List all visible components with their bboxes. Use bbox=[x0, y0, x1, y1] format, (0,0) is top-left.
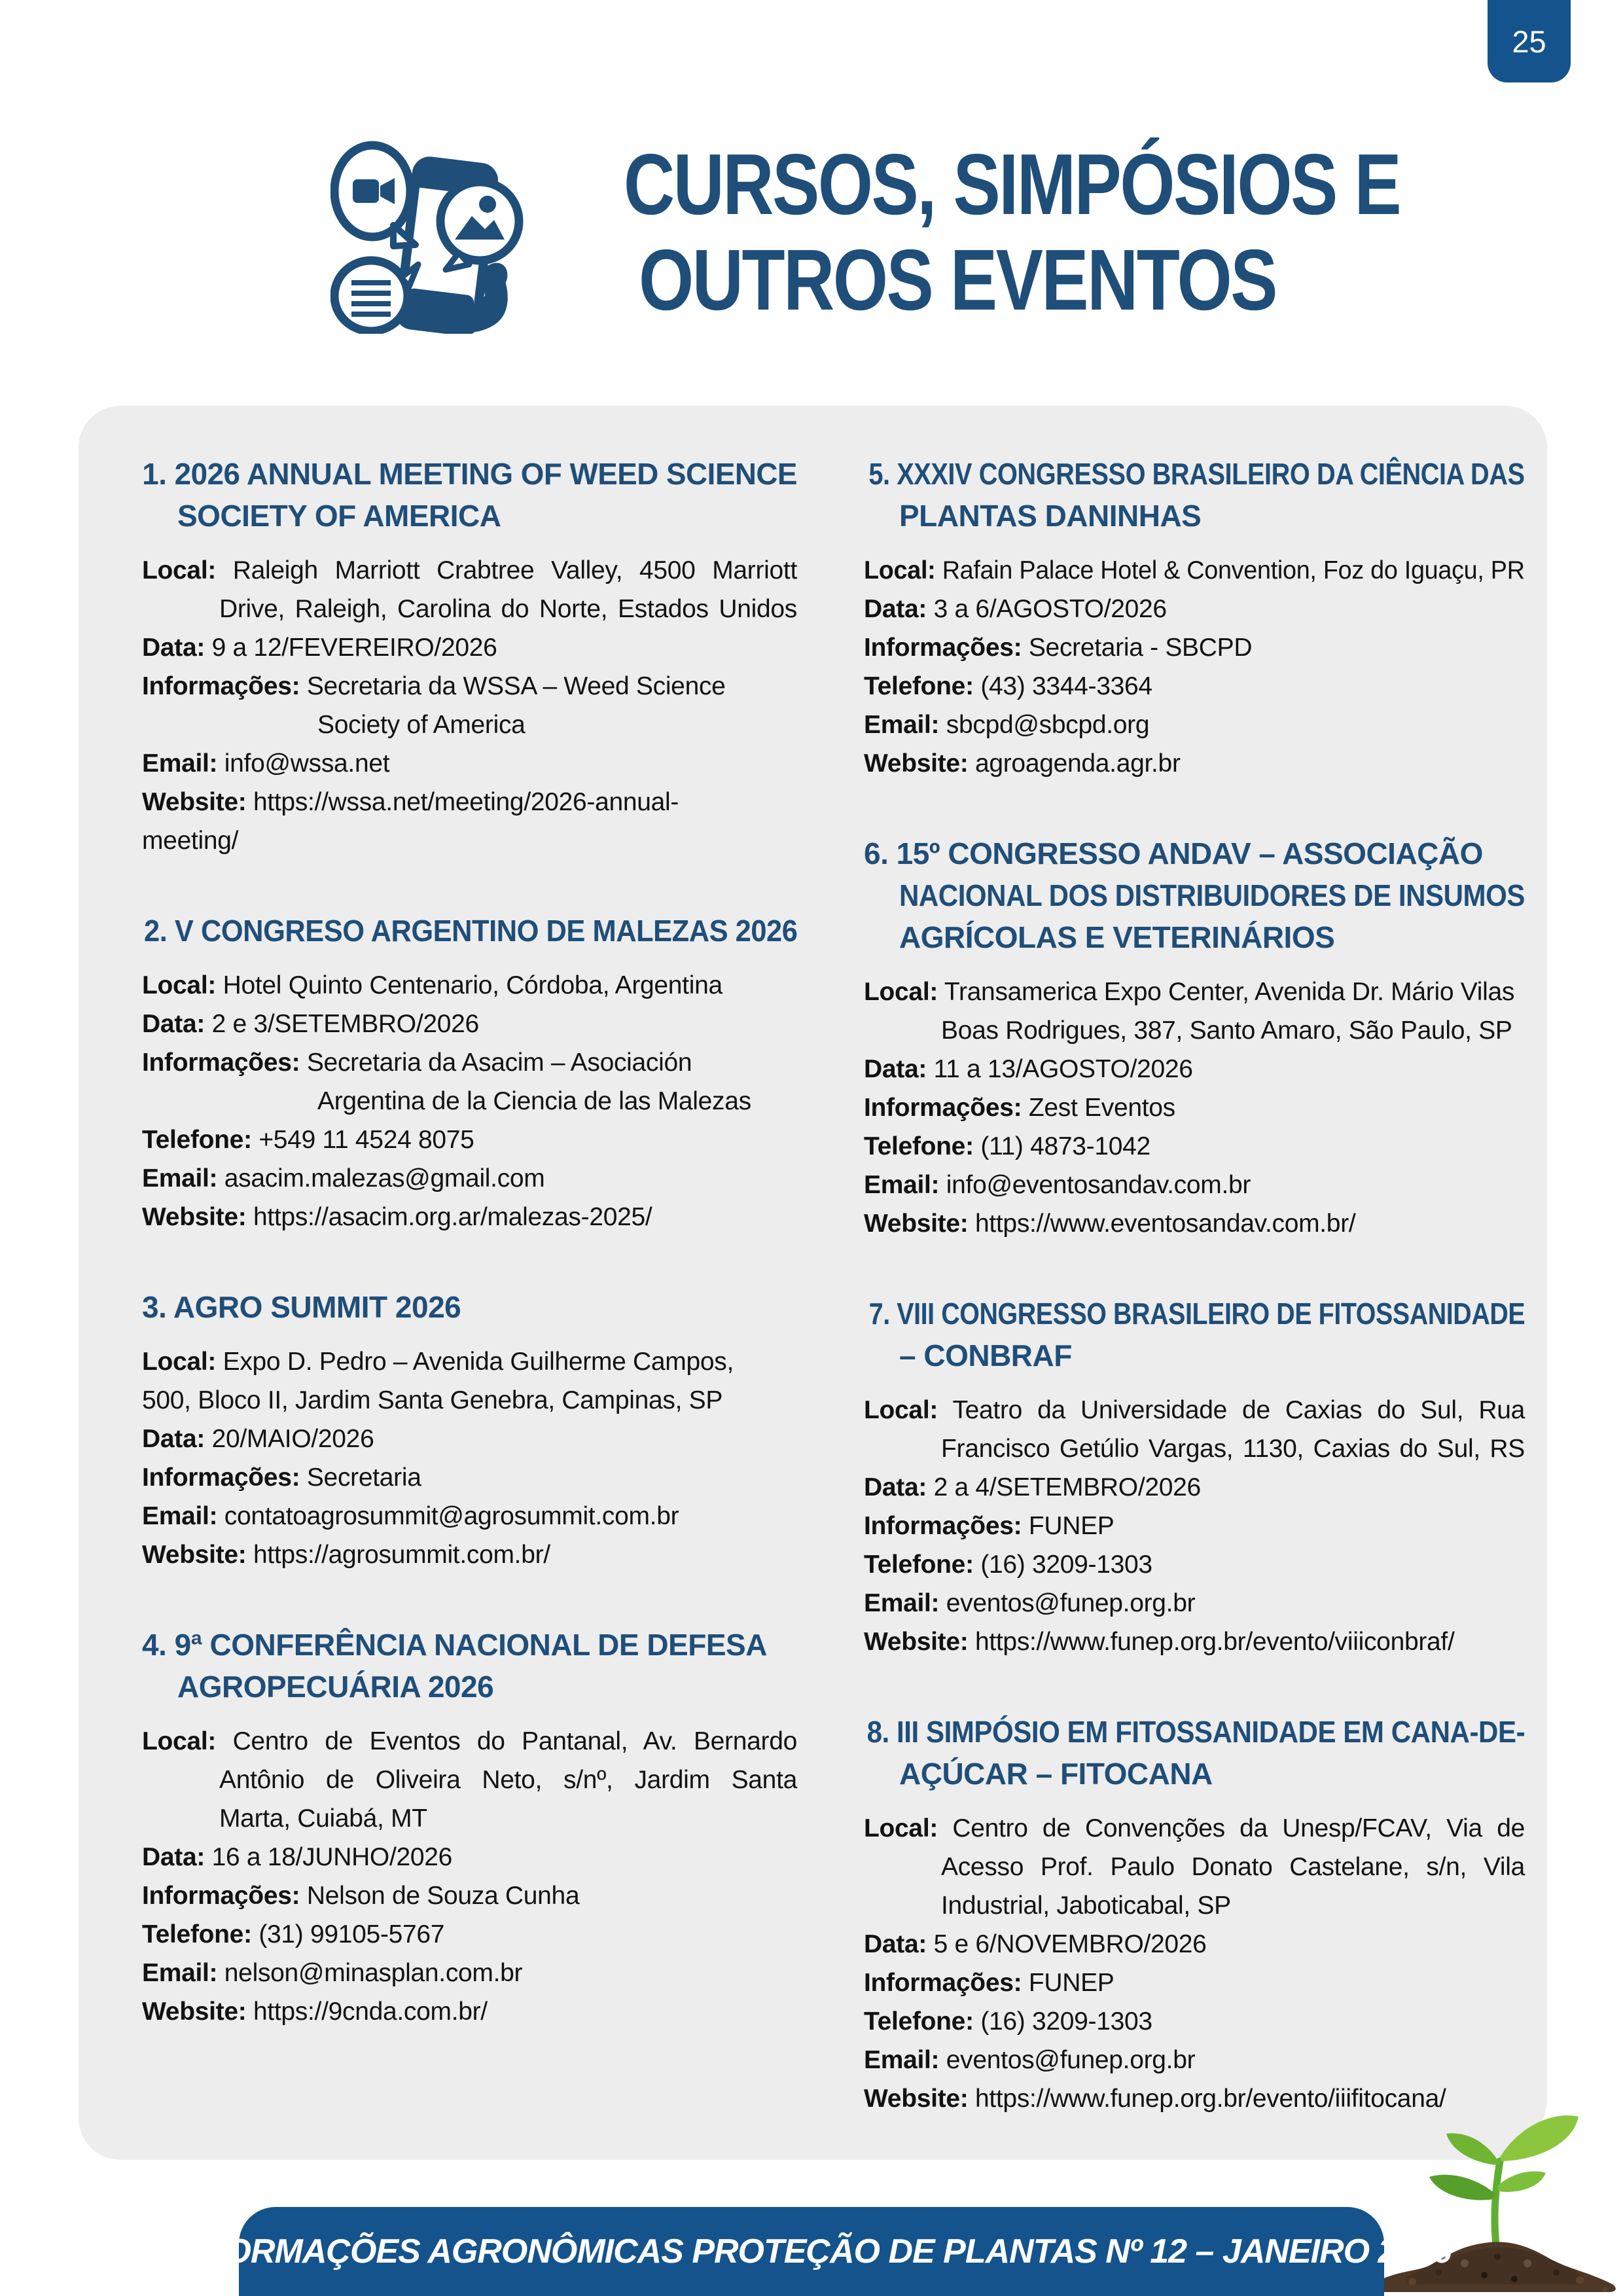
field-value: FUNEP bbox=[1028, 1512, 1115, 1540]
field-label: Website: bbox=[864, 749, 969, 778]
field-line bbox=[864, 2041, 1525, 2079]
field-value: (43) 3344-3364 bbox=[980, 672, 1152, 700]
field-label: Website: bbox=[142, 788, 247, 816]
field-line bbox=[941, 1429, 1525, 1468]
event-title-line: 3. AGRO SUMMIT 2026 bbox=[142, 1290, 461, 1324]
field-line bbox=[142, 1535, 797, 1574]
field-line bbox=[142, 821, 797, 860]
field-value: info@wssa.net bbox=[224, 749, 390, 778]
field-label: Email: bbox=[864, 1171, 940, 1199]
field-label: Email: bbox=[142, 749, 218, 778]
field-value: https://agrosummit.com.br/ bbox=[253, 1541, 550, 1569]
events-column-left bbox=[142, 453, 797, 2081]
field-label: Website: bbox=[864, 2085, 969, 2113]
field-value: asacim.malezas@gmail.com bbox=[224, 1164, 545, 1193]
field-line bbox=[864, 1809, 1525, 1848]
field-label: Email: bbox=[142, 1164, 218, 1193]
field-line bbox=[142, 1420, 797, 1458]
field-value: Centro de Eventos do Pantanal, Av. Bernardo bbox=[232, 1727, 797, 1755]
event-title bbox=[864, 1293, 1525, 1376]
field-line bbox=[864, 1623, 1525, 1661]
field-value: 2 e 3/SETEMBRO/2026 bbox=[211, 1010, 479, 1038]
field-value: 2 a 4/SETEMBRO/2026 bbox=[933, 1473, 1201, 1501]
field-label: Local: bbox=[142, 556, 217, 584]
event-title-line: SOCIETY OF AMERICA bbox=[177, 499, 501, 533]
field-label: Informações: bbox=[864, 1094, 1022, 1122]
event-title bbox=[142, 1624, 797, 1708]
field-line bbox=[864, 1545, 1525, 1584]
field-line bbox=[142, 1876, 797, 1915]
field-line bbox=[142, 1043, 797, 1082]
field-label: Email: bbox=[864, 1589, 940, 1617]
field-value: nelson@minasplan.com.br bbox=[224, 1959, 523, 1987]
field-label: Informações: bbox=[864, 1512, 1022, 1540]
event-title bbox=[142, 453, 797, 537]
field-value: Centro de Convenções da Unesp/FCAV, Via de bbox=[952, 1814, 1525, 1842]
event-entry bbox=[142, 1286, 797, 1574]
event-entry bbox=[142, 910, 797, 1236]
field-label: Local: bbox=[864, 1396, 938, 1424]
field-line bbox=[219, 1761, 797, 1799]
field-value: https://www.funep.org.br/evento/viiiconbraf/ bbox=[974, 1628, 1455, 1656]
field-label: Local: bbox=[864, 978, 938, 1006]
field-line bbox=[142, 1159, 797, 1198]
field-value: Secretaria da WSSA – Weed Science bbox=[306, 672, 726, 700]
field-label: Telefone: bbox=[142, 1920, 252, 1948]
field-value: Acesso Prof. Paulo Donato Castelane, s/n, Vila bbox=[941, 1853, 1525, 1881]
field-line bbox=[142, 1497, 797, 1535]
field-value: sbcpd@sbcpd.org bbox=[946, 711, 1150, 739]
field-line bbox=[864, 1050, 1525, 1088]
field-label: Informações: bbox=[864, 1969, 1022, 1997]
field-value: 5 e 6/NOVEMBRO/2026 bbox=[933, 1930, 1207, 1958]
field-value: meeting/ bbox=[142, 827, 239, 855]
event-title bbox=[142, 1286, 797, 1328]
field-label: Informações: bbox=[142, 1882, 300, 1910]
field-label: Email: bbox=[864, 711, 940, 739]
field-line bbox=[864, 706, 1525, 744]
field-value: (16) 3209-1303 bbox=[980, 1551, 1152, 1579]
field-line bbox=[142, 1838, 797, 1876]
field-value: Boas Rodrigues, 387, Santo Amaro, São Paulo, SP bbox=[941, 1016, 1512, 1045]
event-entry bbox=[864, 453, 1525, 783]
field-line bbox=[142, 1954, 797, 1992]
field-label: Website: bbox=[142, 1998, 247, 2026]
field-label: Email: bbox=[864, 2046, 940, 2074]
field-line bbox=[864, 590, 1525, 628]
field-label: Website: bbox=[142, 1541, 247, 1569]
field-label: Data: bbox=[864, 1930, 927, 1958]
field-label: Website: bbox=[864, 1210, 969, 1238]
field-value: 20/MAIO/2026 bbox=[211, 1425, 374, 1453]
event-entry bbox=[142, 1624, 797, 2031]
field-line bbox=[142, 628, 797, 667]
page-number-badge bbox=[1488, 0, 1571, 82]
field-line bbox=[864, 1088, 1525, 1127]
field-line bbox=[864, 1507, 1525, 1545]
events-panel bbox=[79, 406, 1547, 2160]
field-label: Informações: bbox=[142, 672, 300, 700]
field-label: Informações: bbox=[864, 634, 1022, 662]
field-label: Data: bbox=[864, 1473, 927, 1501]
field-line bbox=[941, 1848, 1525, 1886]
field-value: info@eventosandav.com.br bbox=[946, 1171, 1251, 1199]
field-line bbox=[864, 1391, 1525, 1429]
field-value: 500, Bloco II, Jardim Santa Genebra, Campinas, SP bbox=[142, 1386, 723, 1414]
field-line bbox=[142, 966, 797, 1005]
field-value: eventos@funep.org.br bbox=[946, 2046, 1196, 2074]
field-value: Industrial, Jaboticabal, SP bbox=[941, 1892, 1231, 1920]
field-value: https://asacim.org.ar/malezas-2025/ bbox=[253, 1203, 652, 1231]
field-line bbox=[142, 551, 797, 590]
field-label: Data: bbox=[864, 595, 927, 623]
field-line bbox=[864, 1964, 1525, 2002]
page-title bbox=[623, 136, 1400, 328]
event-title-line: 8. III SIMPÓSIO EM FITOSSANIDADE EM CANA-DE- bbox=[866, 1715, 1525, 1749]
field-label: Informações: bbox=[142, 1049, 300, 1077]
field-value: Drive, Raleigh, Carolina do Norte, Estados Unidos bbox=[219, 595, 797, 623]
page-header bbox=[330, 128, 1400, 337]
field-line bbox=[142, 667, 797, 706]
field-value: (11) 4873-1042 bbox=[980, 1132, 1150, 1160]
field-line bbox=[142, 1005, 797, 1043]
field-label: Telefone: bbox=[864, 1132, 974, 1160]
field-line bbox=[317, 1082, 797, 1121]
event-title-line: PLANTAS DANINHAS bbox=[899, 499, 1202, 533]
event-title-line: 7. VIII CONGRESSO BRASILEIRO DE FITOSSANIDADE bbox=[868, 1297, 1525, 1331]
field-line bbox=[864, 1584, 1525, 1623]
event-entry bbox=[864, 833, 1525, 1243]
field-line bbox=[864, 1204, 1525, 1243]
event-title bbox=[142, 910, 797, 952]
field-line bbox=[142, 783, 797, 821]
field-label: Data: bbox=[142, 1425, 205, 1453]
field-value: (16) 3209-1303 bbox=[980, 2007, 1152, 2036]
field-label: Email: bbox=[142, 1959, 218, 1987]
field-value: Francisco Getúlio Vargas, 1130, Caxias do Sul, RS bbox=[941, 1435, 1525, 1463]
field-value: 3 a 6/AGOSTO/2026 bbox=[933, 595, 1167, 623]
event-title-line: AÇÚCAR – FITOCANA bbox=[899, 1757, 1213, 1791]
field-value: Secretaria da Asacim – Asociación bbox=[306, 1049, 692, 1077]
event-title-line: NACIONAL DOS DISTRIBUIDORES DE INSUMOS bbox=[899, 878, 1525, 912]
field-label: Telefone: bbox=[864, 1551, 974, 1579]
event-title-line: AGRÍCOLAS E VETERINÁRIOS bbox=[899, 920, 1335, 954]
event-title-line: 6. 15º CONGRESSO ANDAV – ASSOCIAÇÃO bbox=[864, 836, 1483, 870]
field-value: Secretaria bbox=[306, 1463, 421, 1492]
event-entry bbox=[142, 453, 797, 860]
event-title-line: AGROPECUÁRIA 2026 bbox=[177, 1670, 494, 1704]
field-line bbox=[864, 1925, 1525, 1964]
event-title-line: 5. XXXIV CONGRESSO BRASILEIRO DA CIÊNCIA DAS bbox=[868, 457, 1525, 491]
footer-text: INFORMAÇÕES AGRONÔMICAS PROTEÇÃO DE PLANTAS Nº 12 – JANEIRO 2026 bbox=[171, 2233, 1452, 2270]
field-label: Website: bbox=[864, 1628, 969, 1656]
field-label: Local: bbox=[142, 1348, 217, 1376]
field-value: https://wssa.net/meeting/2026-annual- bbox=[253, 788, 679, 816]
field-label: Telefone: bbox=[142, 1126, 252, 1154]
field-line bbox=[219, 1799, 797, 1838]
field-line bbox=[219, 590, 797, 628]
field-value: Argentina de la Ciencia de las Malezas bbox=[317, 1087, 751, 1115]
event-title-line: 2. V CONGRESO ARGENTINO DE MALEZAS 2026 bbox=[144, 914, 798, 948]
field-label: Website: bbox=[142, 1203, 247, 1231]
field-label: Local: bbox=[864, 556, 936, 584]
event-title-line: 4. 9ª CONFERÊNCIA NACIONAL DE DEFESA bbox=[142, 1628, 767, 1662]
field-value: Secretaria - SBCPD bbox=[1028, 634, 1253, 662]
field-value: Antônio de Oliveira Neto, s/nº, Jardim Santa bbox=[219, 1766, 797, 1794]
field-value: Expo D. Pedro – Avenida Guilherme Campos, bbox=[223, 1348, 734, 1376]
field-line bbox=[142, 1198, 797, 1236]
field-line bbox=[864, 744, 1525, 783]
field-line bbox=[864, 2002, 1525, 2041]
field-value: Rafain Palace Hotel & Convention, Foz do Iguaçu, PR bbox=[942, 556, 1525, 584]
field-label: Local: bbox=[142, 971, 217, 999]
field-value: eventos@funep.org.br bbox=[946, 1589, 1196, 1617]
phone-media-speech-bubbles-icon bbox=[330, 131, 527, 334]
field-line bbox=[142, 1722, 797, 1761]
event-title bbox=[864, 833, 1525, 958]
field-line bbox=[142, 1458, 797, 1497]
field-line bbox=[864, 973, 1525, 1011]
field-value: Society of America bbox=[317, 711, 526, 739]
field-value: +549 11 4524 8075 bbox=[259, 1126, 474, 1154]
field-line bbox=[864, 667, 1525, 706]
event-entry bbox=[864, 1711, 1525, 2118]
field-line bbox=[864, 628, 1525, 667]
field-line bbox=[864, 1166, 1525, 1204]
page-number: 25 bbox=[1512, 24, 1546, 59]
page-title-line-1: CURSOS, SIMPÓSIOS E bbox=[623, 136, 1400, 232]
field-value: https://9cnda.com.br/ bbox=[253, 1998, 488, 2026]
field-label: Local: bbox=[142, 1727, 217, 1755]
field-value: agroagenda.agr.br bbox=[974, 749, 1181, 778]
event-title-line: 1. 2026 ANNUAL MEETING OF WEED SCIENCE bbox=[142, 457, 797, 491]
field-label: Data: bbox=[142, 634, 205, 662]
field-label: Informações: bbox=[142, 1463, 300, 1492]
field-value: Transamerica Expo Center, Avenida Dr. Mário Vilas bbox=[944, 978, 1515, 1006]
field-line bbox=[864, 1468, 1525, 1507]
field-value: Raleigh Marriott Crabtree Valley, 4500 Marriott bbox=[232, 556, 797, 584]
field-line bbox=[941, 1886, 1525, 1925]
field-value: https://www.funep.org.br/evento/iiifitocana/ bbox=[974, 2085, 1446, 2113]
event-title bbox=[864, 453, 1525, 537]
footer-bar bbox=[171, 2207, 1452, 2296]
field-value: Hotel Quinto Centenario, Córdoba, Argentina bbox=[223, 971, 722, 999]
field-line bbox=[142, 1915, 797, 1954]
field-line bbox=[864, 551, 1525, 590]
field-value: https://www.eventosandav.com.br/ bbox=[974, 1210, 1356, 1238]
field-value: Nelson de Souza Cunha bbox=[306, 1882, 580, 1910]
field-label: Telefone: bbox=[864, 672, 974, 700]
field-label: Email: bbox=[142, 1502, 218, 1530]
field-line bbox=[941, 1011, 1525, 1050]
field-line bbox=[142, 1381, 797, 1420]
field-line bbox=[864, 1127, 1525, 1166]
field-value: contatoagrosummit@agrosummit.com.br bbox=[224, 1502, 679, 1530]
field-line bbox=[142, 1121, 797, 1159]
field-line bbox=[142, 744, 797, 783]
field-value: Marta, Cuiabá, MT bbox=[219, 1804, 427, 1833]
field-value: Zest Eventos bbox=[1028, 1094, 1175, 1122]
field-value: 9 a 12/FEVEREIRO/2026 bbox=[211, 634, 497, 662]
page-title-line-2: OUTROS EVENTOS bbox=[639, 232, 1276, 328]
field-value: Teatro da Universidade de Caxias do Sul, Rua bbox=[952, 1396, 1525, 1424]
event-title-line: – CONBRAF bbox=[899, 1338, 1072, 1372]
field-label: Data: bbox=[142, 1843, 205, 1871]
field-label: Local: bbox=[864, 1814, 938, 1842]
field-label: Data: bbox=[142, 1010, 205, 1038]
field-value: (31) 99105-5767 bbox=[259, 1920, 445, 1948]
field-value: 16 a 18/JUNHO/2026 bbox=[211, 1843, 453, 1871]
event-title bbox=[864, 1711, 1525, 1795]
field-label: Data: bbox=[864, 1055, 927, 1083]
field-line bbox=[142, 1992, 797, 2031]
field-value: 11 a 13/AGOSTO/2026 bbox=[933, 1055, 1193, 1083]
field-line bbox=[317, 706, 797, 744]
event-entry bbox=[864, 1293, 1525, 1661]
field-value: FUNEP bbox=[1028, 1969, 1115, 1997]
field-label: Telefone: bbox=[864, 2007, 974, 2036]
events-column-right bbox=[864, 453, 1525, 2168]
field-line bbox=[142, 1342, 797, 1381]
